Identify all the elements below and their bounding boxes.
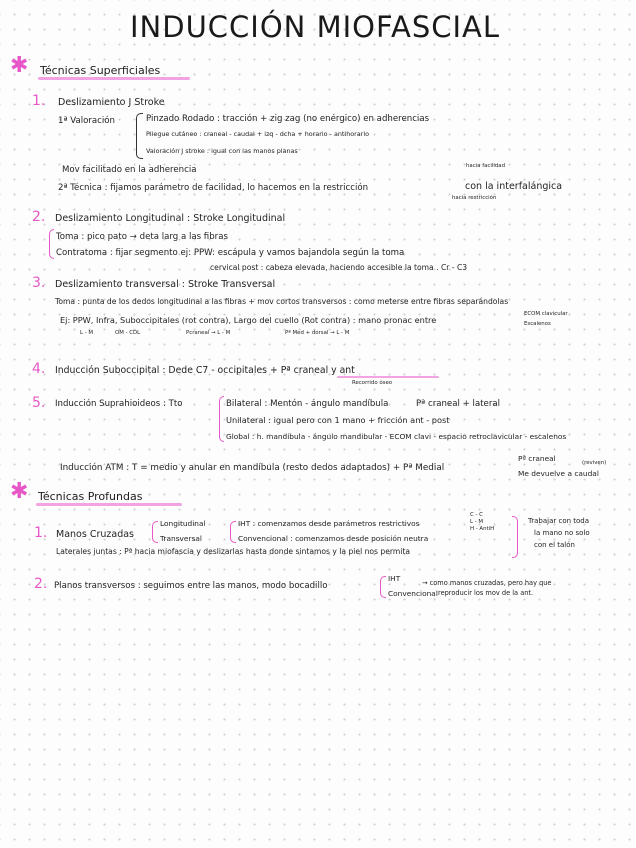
page-title: INDUCCIÓN MIOFASCIAL [130, 10, 501, 44]
item-number: 4. [32, 361, 46, 377]
item-number: 1. [32, 93, 46, 109]
item-text: Inducción Suboccipital : Dede C7 - occipitales + Pª craneal y ant [55, 365, 355, 376]
item-heading: Deslizamiento Longitudinal : Stroke Longitudinal [55, 213, 286, 224]
text-line: 2ª Técnica : fijamos parámetro de facilidad, lo hacemos en la restricción [58, 183, 369, 193]
text-line: Longitudinal [160, 519, 206, 528]
text-line: cervical post : cabeza elevada, haciendo accesible la toma . Cr - C3 [210, 263, 468, 272]
text-line: Laterales juntas : Pª hacia miofascia y deslizarlas hasta donde sintamos y la piel nos permita [56, 547, 411, 556]
valoracion-label: 1ª Valoración [58, 116, 115, 126]
valoracion-line: Pliegue cutáneo : craneal - caudal + izq - dcha + horario - antihorario [146, 130, 370, 138]
heading-highlight [38, 77, 190, 80]
heading-highlight [36, 503, 182, 506]
item-heading: Inducción Suprahioideos : Tto [55, 399, 183, 409]
asterisk-icon: ✱ [10, 479, 29, 504]
brace [219, 396, 224, 442]
annotation: la mano no solo [534, 529, 590, 537]
text-line: Contratoma : fijar segmento ej: PPW: escápula y vamos bajandola según la toma [56, 248, 405, 258]
annotation: → como manos cruzadas, pero hay que [422, 579, 552, 587]
text-line: Convencional [388, 589, 438, 598]
item-number: 3. [32, 275, 46, 291]
text-line: Global : h. mandíbula - ángulo mandibular - ECOM clavi - espacio retroclavicular - escalenos [226, 432, 567, 441]
item-heading: Deslizamiento J Stroke [58, 97, 165, 108]
text-line: IHT : comenzamos desde parámetros restrictivos [238, 519, 420, 528]
item-number: 2. [34, 576, 48, 592]
valoracion-line: Valoración J stroke : igual con las manos planas [146, 147, 298, 155]
brace [512, 516, 518, 558]
annotation: Recorrido óseo [352, 380, 393, 386]
brace [380, 576, 386, 598]
brace [230, 521, 236, 543]
annotation: Me devuelve a caudal [518, 469, 599, 478]
text-line: Toma : pico pato → deta larg a las fibras [56, 232, 228, 242]
annotation: (reviven) [582, 460, 607, 466]
annotation: L - M [80, 330, 94, 336]
annotation: Pcraneal → L - M [186, 330, 231, 336]
section-heading-superficiales: Técnicas Superficiales [40, 64, 161, 77]
section-heading-profundas: Técnicas Profundas [38, 490, 143, 503]
text-line: Bilateral : Mentón - ángulo mandíbula [226, 399, 389, 409]
item-text: Planos transversos : seguimos entre las manos, modo bocadillo [54, 581, 328, 591]
annotation: L - M [470, 519, 484, 525]
item-number: 5. [32, 395, 46, 411]
asterisk-icon: ✱ [10, 53, 29, 78]
text-line: Toma : punta de los dedos longitudinal a las fibras + mov cortos transversos : como meterse entre fibras separándolas [55, 297, 509, 306]
text-line: IHT [388, 574, 401, 583]
text-line: Convencional : comenzamos desde posición neutra [238, 534, 429, 543]
item-heading: Manos Cruzadas [56, 529, 134, 540]
annotation: OM - CDL [115, 330, 141, 336]
annotation: Escalenos [524, 321, 551, 327]
text-line: Inducción ATM : T = medio y anular en mandíbula (resto dedos adaptados) + Pª Medial [60, 463, 445, 473]
annotation: hacia restricción [452, 195, 497, 201]
brace [136, 113, 143, 159]
item-number: 2. [32, 209, 46, 225]
highlight [337, 376, 439, 378]
annotation: ECOM clavicular [524, 311, 568, 317]
text-line: Pª craneal + lateral [416, 399, 501, 409]
annotation: Pª Med + dorsal → L - M [285, 330, 350, 336]
text-line: con la interfalángica [465, 181, 563, 192]
text-line: Transversal [160, 534, 202, 543]
brace [152, 521, 158, 543]
text-line: Ej: PPW, Infra, Suboccipitales (rot contra), Largo del cuello (Rot contra) : mano pronac entre [60, 315, 437, 325]
annotation: H - AntiH [470, 526, 495, 532]
text-line: Unilateral : igual pero con 1 mano + fricción ant - post [226, 415, 450, 425]
brace [49, 229, 54, 259]
annotation: Trabajar con toda [528, 517, 590, 525]
annotation: Pª craneal [518, 454, 556, 463]
annotation: C - C [470, 512, 483, 518]
text-line: Mov facilitado en la adherencia [62, 165, 197, 175]
annotation: con el talón [534, 541, 575, 549]
item-heading: Deslizamiento transversal : Stroke Transversal [55, 279, 276, 290]
annotation: hacia facilidad [466, 163, 506, 169]
valoracion-line: Pinzado Rodado : tracción + zig zag (no enérgico) en adherencias [146, 114, 430, 124]
annotation: reproducir los mov de la ant. [438, 589, 534, 597]
item-number: 1. [34, 525, 48, 541]
